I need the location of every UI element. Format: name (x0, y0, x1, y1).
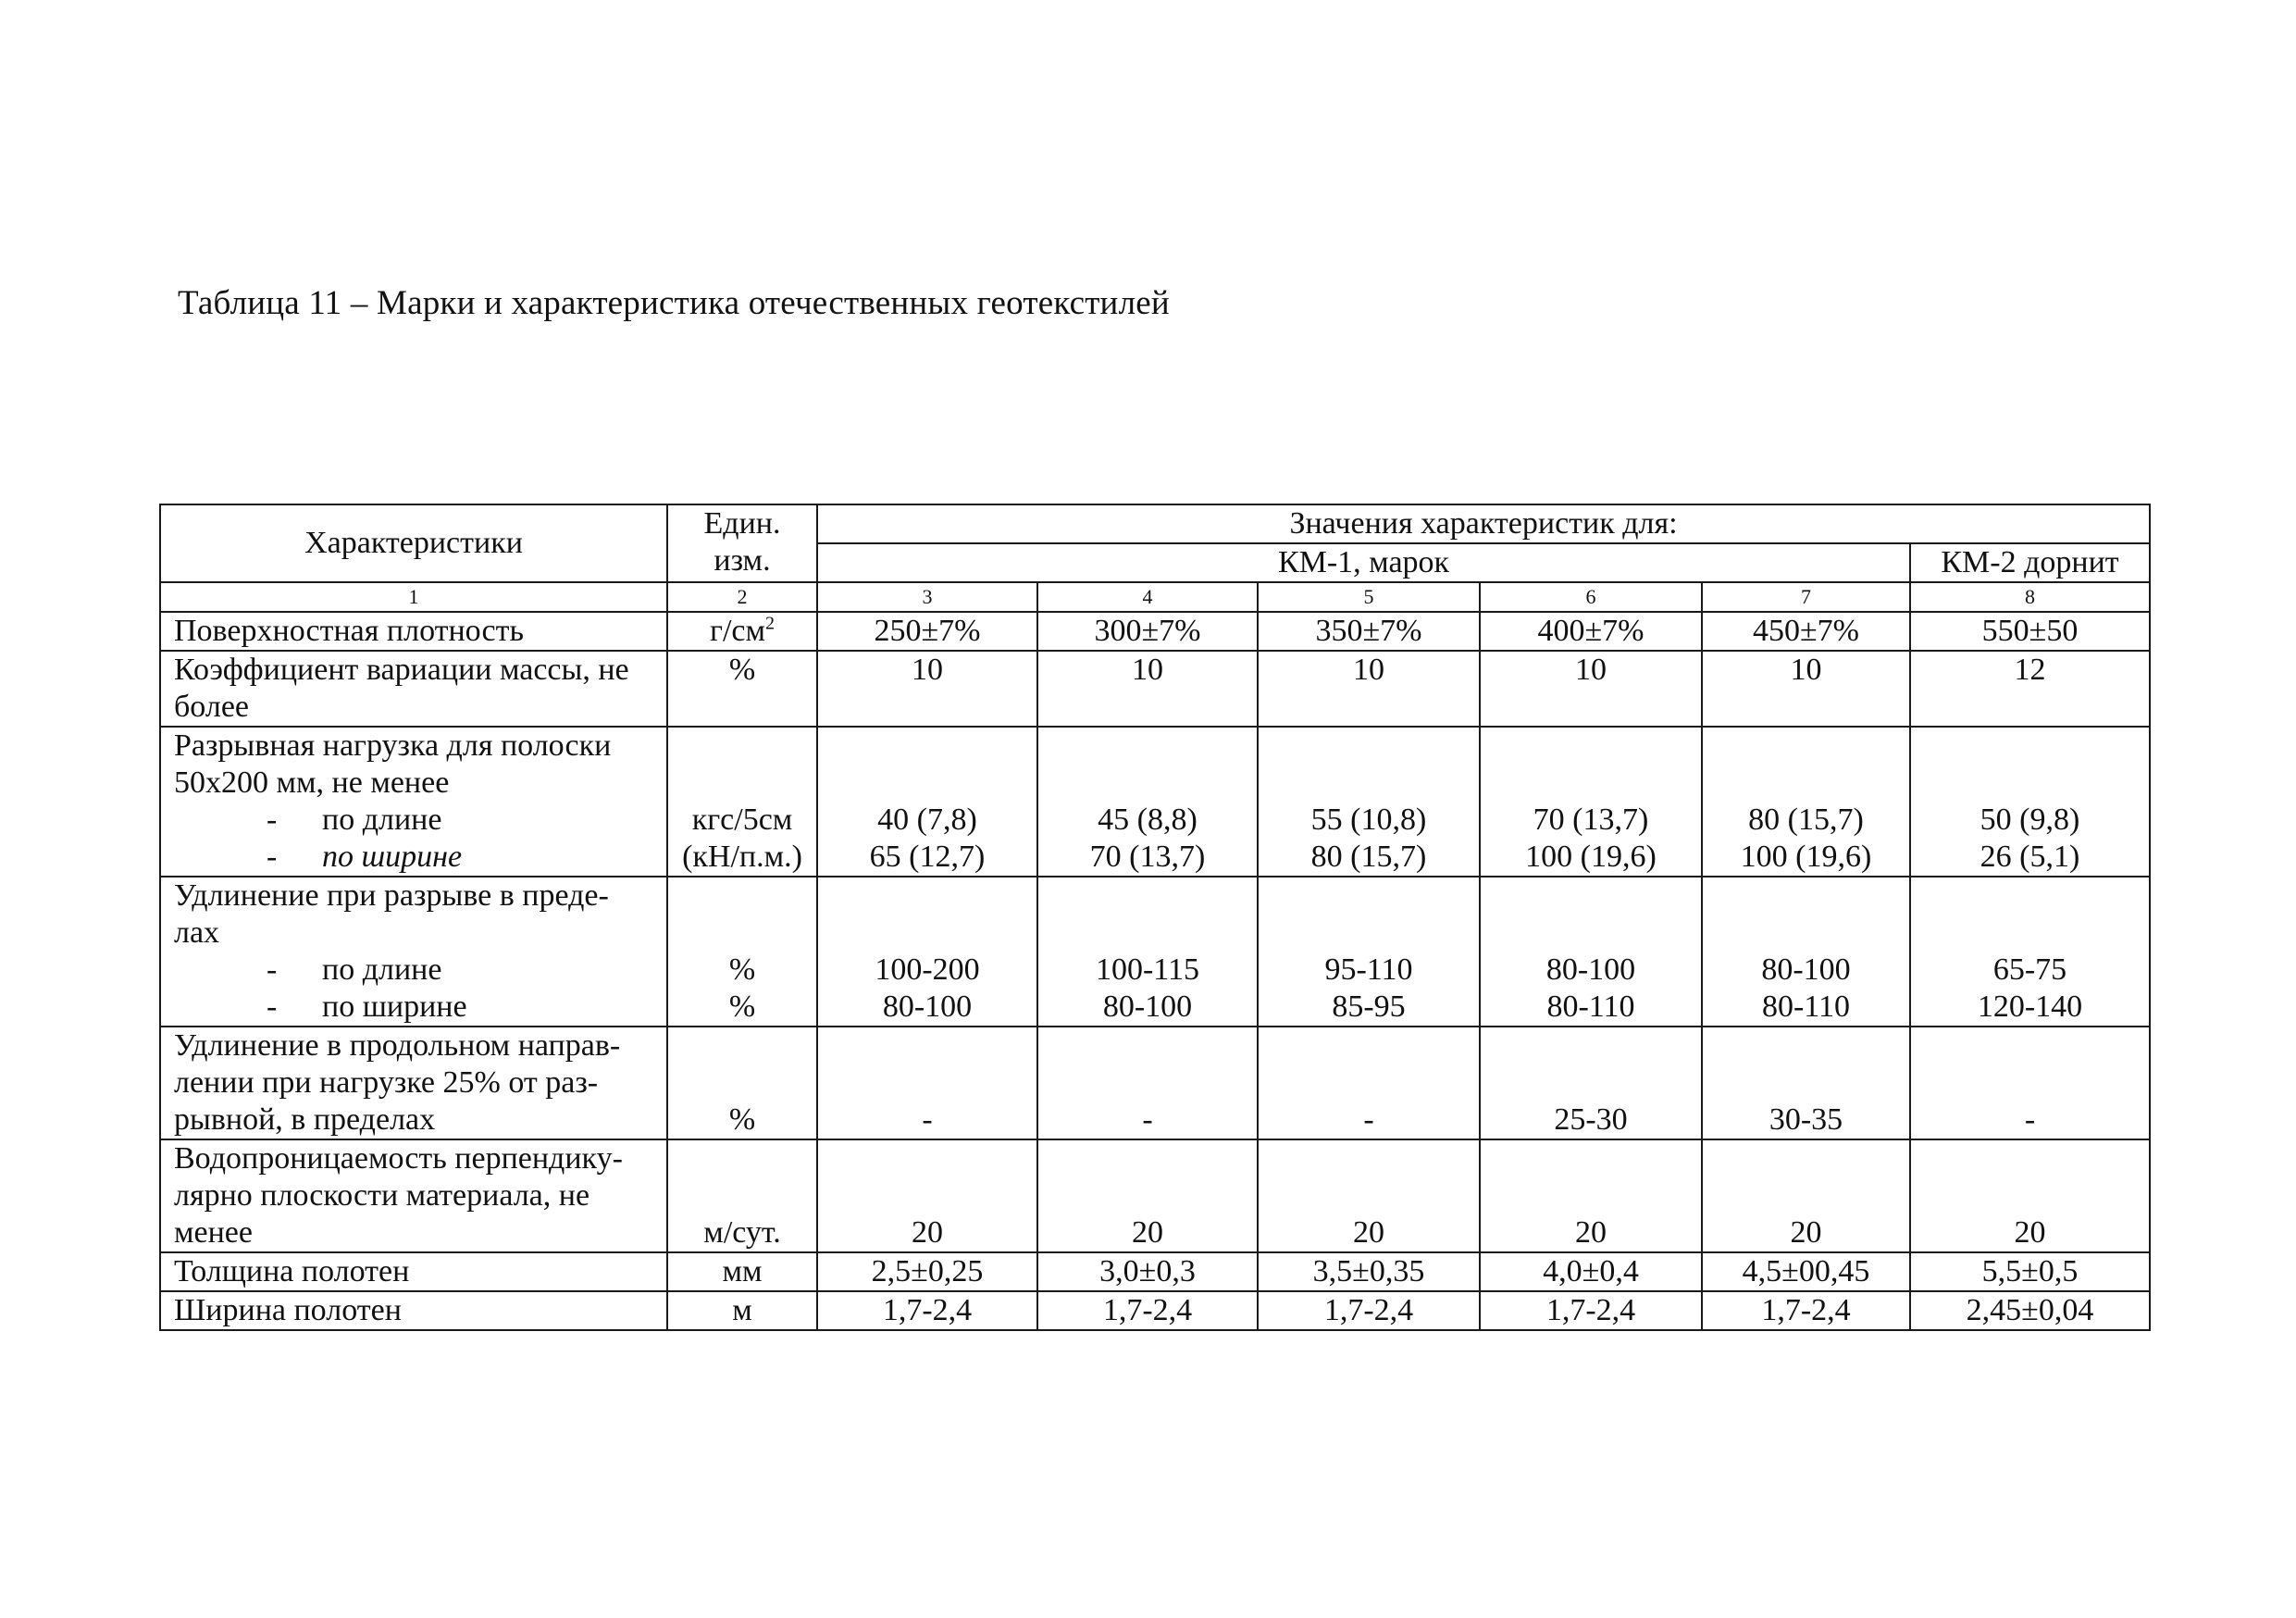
table-cell: 300±7% (1037, 612, 1258, 651)
cell-line: 120-140 (1977, 989, 2083, 1024)
row-label-line: лярно плоскости материала, не (174, 1178, 590, 1213)
row-label-line: рывной, в пределах (174, 1102, 436, 1137)
table-cell: 2,45±0,04 (1910, 1291, 2150, 1330)
table-cell (817, 727, 1037, 877)
table-cell: - (1037, 1027, 1258, 1139)
header-km2-group: КМ-2 дорнит (1910, 543, 2150, 582)
table-cell: 10 (1258, 651, 1480, 727)
row-unit: % (667, 1027, 817, 1139)
col-number: 2 (667, 582, 817, 612)
cell-line: 80-110 (1546, 989, 1635, 1024)
table-row-elongation-25 (160, 1027, 2150, 1139)
cell-line: 100 (19,6) (1525, 840, 1657, 874)
cell-line: 100-115 (1095, 952, 1200, 987)
row-label-line: Удлинение в продольном направ- (174, 1028, 621, 1063)
header-unit (667, 504, 817, 582)
table-cell (1702, 727, 1910, 877)
col-number: 8 (1910, 582, 2150, 612)
col-number: 4 (1037, 582, 1258, 612)
table-cell: 20 (817, 1139, 1037, 1252)
row-unit: % (667, 651, 817, 727)
table-cell (1480, 877, 1702, 1027)
table-cell: - (1910, 1027, 2150, 1139)
table-cell (1258, 727, 1480, 877)
dash: - (267, 803, 278, 837)
cell-line: 55 (10,8) (1310, 803, 1427, 837)
row-unit: м (667, 1291, 817, 1330)
table-cell: 4,5±00,45 (1702, 1252, 1910, 1291)
cell-line: 40 (7,8) (877, 803, 977, 837)
table-cell: 450±7% (1702, 612, 1910, 651)
table-cell (817, 877, 1037, 1027)
row-label-line: Удлинение при разрыве в преде- (174, 878, 609, 913)
sublabel-text: по ширине (322, 989, 467, 1024)
cell-line: 95-110 (1324, 952, 1413, 987)
table-cell: 1,7-2,4 (1037, 1291, 1258, 1330)
row-label: Поверхностная плотность (160, 612, 667, 651)
col-number: 1 (160, 582, 667, 612)
table-row-density (160, 612, 2150, 651)
row-unit (667, 877, 817, 1027)
table-cell: - (1258, 1027, 1480, 1139)
header-km1-group: КМ-1, марок (817, 543, 1910, 582)
header-row-1 (160, 504, 2150, 543)
table-cell (1037, 877, 1258, 1027)
table-cell (1910, 727, 2150, 877)
table-cell: 1,7-2,4 (1480, 1291, 1702, 1330)
table-cell: 350±7% (1258, 612, 1480, 651)
row-label-line: менее (174, 1215, 253, 1250)
table-cell: 250±7% (817, 612, 1037, 651)
table-cell: 20 (1258, 1139, 1480, 1252)
unit-line: % (728, 989, 756, 1024)
table-cell: 3,5±0,35 (1258, 1252, 1480, 1291)
row-unit (667, 727, 817, 877)
cell-line: 100-200 (875, 952, 980, 987)
header-values-for: Значения характеристик для: (817, 504, 2150, 543)
row-sublabel (174, 989, 661, 1026)
row-label (160, 651, 667, 727)
unit-superscript: 2 (765, 613, 775, 634)
row-unit: м/сут. (667, 1139, 817, 1252)
table-row-variation (160, 651, 2150, 727)
table-cell: 3,0±0,3 (1037, 1252, 1258, 1291)
geotextile-table (159, 504, 2151, 1331)
row-sublabel (174, 839, 661, 876)
header-unit-line2: изм. (714, 543, 771, 578)
table-row-permeability (160, 1139, 2150, 1252)
table-cell (1258, 877, 1480, 1027)
row-label: Толщина полотен (160, 1252, 667, 1291)
cell-line: 80-100 (1761, 952, 1851, 987)
table-cell: 12 (1910, 651, 2150, 727)
row-label-line: Разрывная нагрузка для полоски (174, 728, 612, 763)
row-unit: мм (667, 1252, 817, 1291)
row-label (160, 727, 667, 877)
table-row-breaking-load (160, 727, 2150, 877)
sublabel-text: по длине (322, 803, 442, 837)
cell-line: 50 (9,8) (1980, 803, 2080, 837)
cell-line: 100 (19,6) (1740, 840, 1872, 874)
table-cell: 400±7% (1480, 612, 1702, 651)
table-cell: 10 (817, 651, 1037, 727)
sublabel-text: по длине (322, 952, 442, 987)
row-unit (667, 612, 817, 651)
table-cell: 1,7-2,4 (1702, 1291, 1910, 1330)
header-unit-line1: Един. (703, 506, 781, 541)
table-cell: 30-35 (1702, 1027, 1910, 1139)
cell-line: 65-75 (1992, 952, 2067, 987)
cell-line: 80-100 (882, 989, 973, 1024)
row-label-line: 50х200 мм, не менее (174, 765, 450, 800)
cell-line: 80 (15,7) (1310, 840, 1427, 874)
table-cell (1702, 877, 1910, 1027)
dash: - (267, 952, 278, 987)
table-cell: - (817, 1027, 1037, 1139)
row-label-line: лении при нагрузке 25% от раз- (174, 1065, 599, 1100)
col-number: 6 (1480, 582, 1702, 612)
row-label (160, 877, 667, 1027)
header-characteristics: Характеристики (160, 504, 667, 582)
table-cell (1910, 877, 2150, 1027)
col-number: 7 (1702, 582, 1910, 612)
row-label-line: лах (174, 915, 220, 950)
col-number: 3 (817, 582, 1037, 612)
table-cell: 10 (1480, 651, 1702, 727)
unit-line: % (728, 952, 756, 987)
row-label-line: Водопроницаемость перпендику- (174, 1141, 623, 1176)
column-number-row (160, 582, 2150, 612)
row-label (160, 1139, 667, 1252)
table-cell: 1,7-2,4 (817, 1291, 1037, 1330)
unit-text: г/см (710, 614, 765, 648)
cell-line: 80-100 (1545, 952, 1636, 987)
row-label-line: Коэффициент вариации массы, не (174, 653, 629, 687)
dash: - (267, 989, 278, 1024)
table-cell: 20 (1480, 1139, 1702, 1252)
table-cell: 2,5±0,25 (817, 1252, 1037, 1291)
row-sublabel (174, 802, 661, 839)
cell-line: 70 (13,7) (1533, 803, 1649, 837)
unit-line: кгс/5см (691, 803, 793, 837)
table-row-elongation (160, 877, 2150, 1027)
cell-line: 45 (8,8) (1098, 803, 1198, 837)
cell-line: 26 (5,1) (1980, 840, 2080, 874)
table-cell: 20 (1037, 1139, 1258, 1252)
dash: - (267, 840, 278, 874)
row-sublabel (174, 952, 661, 989)
cell-line: 80-110 (1761, 989, 1851, 1024)
cell-line: 80 (15,7) (1748, 803, 1864, 837)
table-cell: 20 (1910, 1139, 2150, 1252)
table-cell: 5,5±0,5 (1910, 1252, 2150, 1291)
table-cell: 20 (1702, 1139, 1910, 1252)
cell-line: 85-95 (1332, 989, 1406, 1024)
row-label: Ширина полотен (160, 1291, 667, 1330)
unit-line: (кН/п.м.) (682, 840, 802, 874)
table-cell (1037, 727, 1258, 877)
table-row-thickness (160, 1252, 2150, 1291)
cell-line: 80-100 (1102, 989, 1193, 1024)
cell-line: 65 (12,7) (869, 840, 986, 874)
table-cell (1480, 727, 1702, 877)
table-cell: 10 (1037, 651, 1258, 727)
table-row-width (160, 1291, 2150, 1330)
cell-line: 70 (13,7) (1089, 840, 1206, 874)
table-cell: 10 (1702, 651, 1910, 727)
col-number: 5 (1258, 582, 1480, 612)
row-label-line: более (174, 690, 249, 724)
sublabel-text: по ширине (322, 840, 463, 874)
table-cell: 25-30 (1480, 1027, 1702, 1139)
table-caption: Таблица 11 – Марки и характеристика отечественных геотекстилей (178, 284, 1170, 322)
table-cell: 1,7-2,4 (1258, 1291, 1480, 1330)
row-label (160, 1027, 667, 1139)
table-cell: 4,0±0,4 (1480, 1252, 1702, 1291)
table-cell: 550±50 (1910, 612, 2150, 651)
